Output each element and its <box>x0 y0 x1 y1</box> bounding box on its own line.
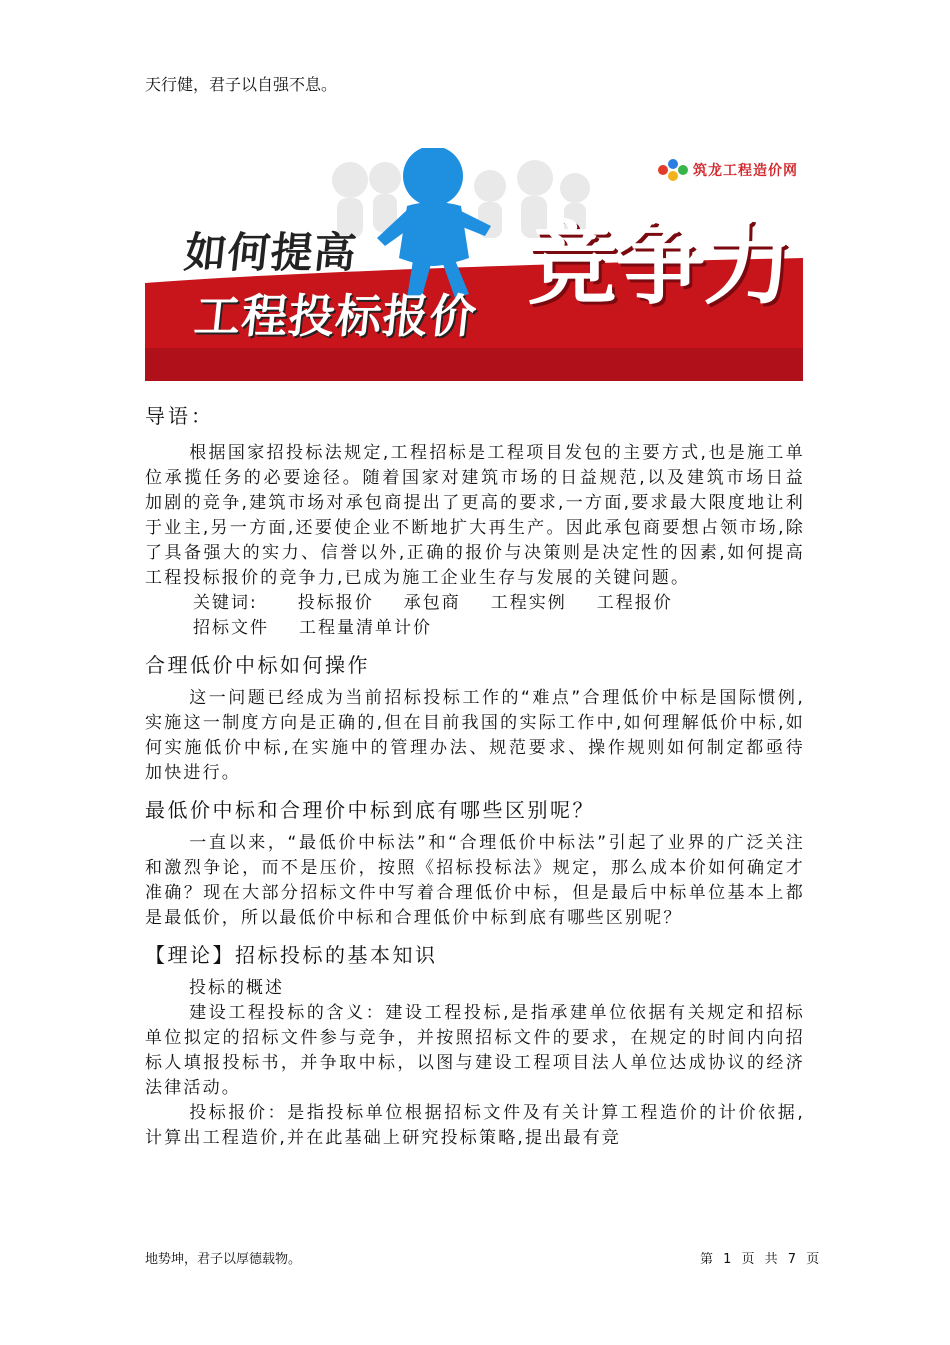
keyword: 招标文件 <box>193 618 269 638</box>
keyword: 工程量清单计价 <box>299 618 432 638</box>
keyword: 投标报价 <box>297 593 374 613</box>
lead-paragraph: 根据国家招投标法规定,工程招标是工程项目发包的主要方式,也是施工单位承揽任务的必要途径。随着国家对建筑市场的日益规范,以及建筑市场日益加剧的竞争,建筑市场对承包商提出了更高的要求,一方面,要求最大限度地让利于业主,另一方面,还要使企业不断地扩大再生产。因此承包商要想占领市场,除了具备强大的实力、信誉以外,正确的报价与决策则是决定性的因素,如何提高工程投标报价的竞争力,已成为施工企业生存与发展的关键问题。 <box>145 443 805 588</box>
banner-line1: 如何提高 <box>182 228 360 277</box>
keywords-line <box>145 591 805 641</box>
heading-low-price: 合理低价中标如何操作 <box>145 653 370 677</box>
keyword: 工程实例 <box>490 593 567 613</box>
keyword: 工程报价 <box>596 593 673 613</box>
lead-title: 导语： <box>145 404 214 428</box>
paragraph-quote: 投标报价：是指投标单位根据招标文件及有关计算工程造价的计价依据,计算出工程造价,并在此基础上研究投标策略,提出最有竞 <box>145 1103 805 1148</box>
paragraph-meaning: 建设工程投标的含义：建设工程投标,是指承建单位依据有关规定和招标单位拟定的招标文件参与竞争，并按照招标文件的要求，在规定的时间内向招标人填报投标书，并争取中标，以图与建设工程项目法人单位达成协议的经济法律活动。 <box>145 1003 805 1098</box>
header-motto: 天行健，君子以自强不息。 <box>145 75 338 94</box>
keyword: 承包商 <box>403 593 461 613</box>
subheading-overview: 投标的概述 <box>189 978 284 998</box>
banner-image <box>145 148 803 381</box>
paragraph-low-price: 这一问题已经成为当前招标投标工作的“难点”合理低价中标是国际惯例,实施这一制度方向是正确的,但在目前我国的实际工作中,如何理解低价中标,如何实施低价中标,在实施中的管理办法、规范要求、操作规则如何制定都亟待加快进行。 <box>145 688 805 783</box>
footer-motto: 地势坤，君子以厚德载物。 <box>145 1252 302 1267</box>
heading-theory: 【理论】招标投标的基本知识 <box>145 943 438 967</box>
brand-logo-icon <box>658 159 688 181</box>
paragraph-difference: 一直以来，“最低价中标法”和“合理低价中标法”引起了业界的广泛关注和激烈争论，而不是压价，按照《招标投标法》规定，那么成本价如何确定才准确？现在大部分招标文件中写着合理低价中标，但是最后中标单位基本上都是最低价，所以最低价中标和合理低价中标到底有哪些区别呢？ <box>145 833 805 928</box>
heading-difference: 最低价中标和合理价中标到底有哪些区别呢？ <box>145 798 595 822</box>
banner-line2: 工程投标报价 <box>191 289 480 343</box>
page-number: 第 1 页 共 7 页 <box>700 1252 823 1267</box>
banner-brand: 筑龙工程造价网 <box>693 163 798 179</box>
banner-big-title: 竞争力 <box>527 212 791 317</box>
keywords-label: 关键词: <box>193 593 258 613</box>
